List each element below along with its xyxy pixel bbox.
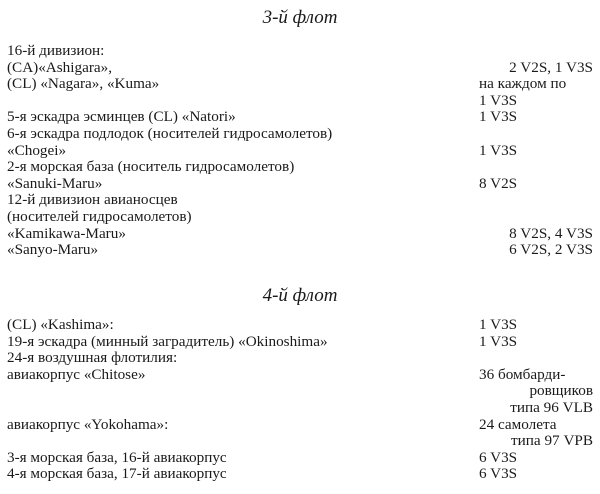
- unit-name: 19-я эскадра (минный заградитель) «Okinoshima»: [7, 332, 328, 350]
- aircraft-count: типа 97 VPB: [511, 432, 593, 450]
- aircraft-count: 1 V3S: [479, 141, 518, 159]
- aircraft-count: 1 V3S: [479, 316, 518, 333]
- unit-name: 3-я морская база, 16-й авиакорпус: [7, 448, 227, 466]
- unit-name: [7, 400, 11, 417]
- table-row: [7, 466, 593, 483]
- aircraft-count: ровщиков: [529, 382, 593, 400]
- aircraft-count: 6 V3S: [479, 448, 518, 466]
- unit-name: 4-я морская база, 17-й авиакорпус: [7, 465, 227, 483]
- table-row: [7, 209, 593, 226]
- unit-name: авиакорпус «Yokohama»:: [7, 415, 169, 433]
- table-row: [7, 143, 593, 160]
- table-row: [7, 367, 593, 384]
- table-row: [7, 450, 593, 467]
- unit-name: авиакорпус «Chitose»: [7, 365, 146, 383]
- unit-name: (носителей гидросамолетов): [7, 207, 192, 225]
- unit-name: 16-й дивизион:: [7, 42, 105, 59]
- table-row: [7, 192, 593, 209]
- aircraft-count: 1 V3S: [479, 108, 518, 126]
- table-row: [7, 126, 593, 143]
- table-row: [7, 383, 593, 400]
- aircraft-count: 1 V3S: [479, 332, 518, 350]
- section-3rd-fleet-table: [7, 43, 593, 259]
- unit-name: 12-й дивизион авианосцев: [7, 191, 178, 209]
- aircraft-count: 24 самолета: [479, 415, 557, 433]
- unit-name: (CL) «Nagara», «Kuma»: [7, 75, 160, 93]
- section-title-4th-fleet: 4-й флот: [262, 285, 338, 306]
- aircraft-count: 8 V2S, 4 V3S: [509, 224, 593, 242]
- aircraft-count: типа 96 VLB: [510, 398, 593, 416]
- table-row: [7, 350, 593, 367]
- table-row: [7, 93, 593, 110]
- unit-name: [7, 383, 11, 400]
- table-row: [7, 400, 593, 417]
- unit-name: [7, 93, 11, 110]
- section-4th-fleet-table: [7, 317, 593, 483]
- table-row: [7, 76, 593, 93]
- table-row: [7, 242, 593, 259]
- aircraft-count: 8 V2S: [479, 174, 518, 192]
- table-row: [7, 433, 593, 450]
- table-row: [7, 159, 593, 176]
- table-row: [7, 317, 593, 334]
- unit-name: «Sanyo-Maru»: [7, 241, 99, 259]
- table-row: [7, 43, 593, 60]
- table-row: [7, 334, 593, 351]
- table-row: [7, 176, 593, 193]
- table-row: [7, 109, 593, 126]
- table-row: [7, 60, 593, 77]
- unit-name: «Chogei»: [7, 141, 67, 159]
- unit-name: «Kamikawa-Maru»: [7, 224, 126, 242]
- unit-name: «Sanuki-Maru»: [7, 174, 103, 192]
- aircraft-count: 6 V2S, 2 V3S: [509, 241, 593, 259]
- unit-name: 24-я воздушная флотилия:: [7, 349, 178, 367]
- unit-name: 6-я эскадра подлодок (носителей гидросамолетов): [7, 124, 333, 142]
- table-row: [7, 417, 593, 434]
- aircraft-count: 36 бомбарди-: [479, 365, 566, 383]
- aircraft-count: 6 V3S: [479, 465, 518, 483]
- unit-name: [7, 433, 11, 450]
- table-row: [7, 226, 593, 243]
- section-title-3rd-fleet: 3-й флот: [262, 7, 338, 28]
- unit-name: 5-я эскадра эсминцев (CL) «Natori»: [7, 108, 236, 126]
- aircraft-count: на каждом по: [479, 75, 567, 93]
- unit-name: 2-я морская база (носитель гидросамолетов): [7, 158, 295, 176]
- unit-name: (CA)«Ashigara»,: [7, 58, 113, 76]
- unit-name: (CL) «Kashima»:: [7, 316, 114, 333]
- aircraft-count: 2 V2S, 1 V3S: [509, 58, 593, 76]
- aircraft-count: 1 V3S: [479, 91, 518, 109]
